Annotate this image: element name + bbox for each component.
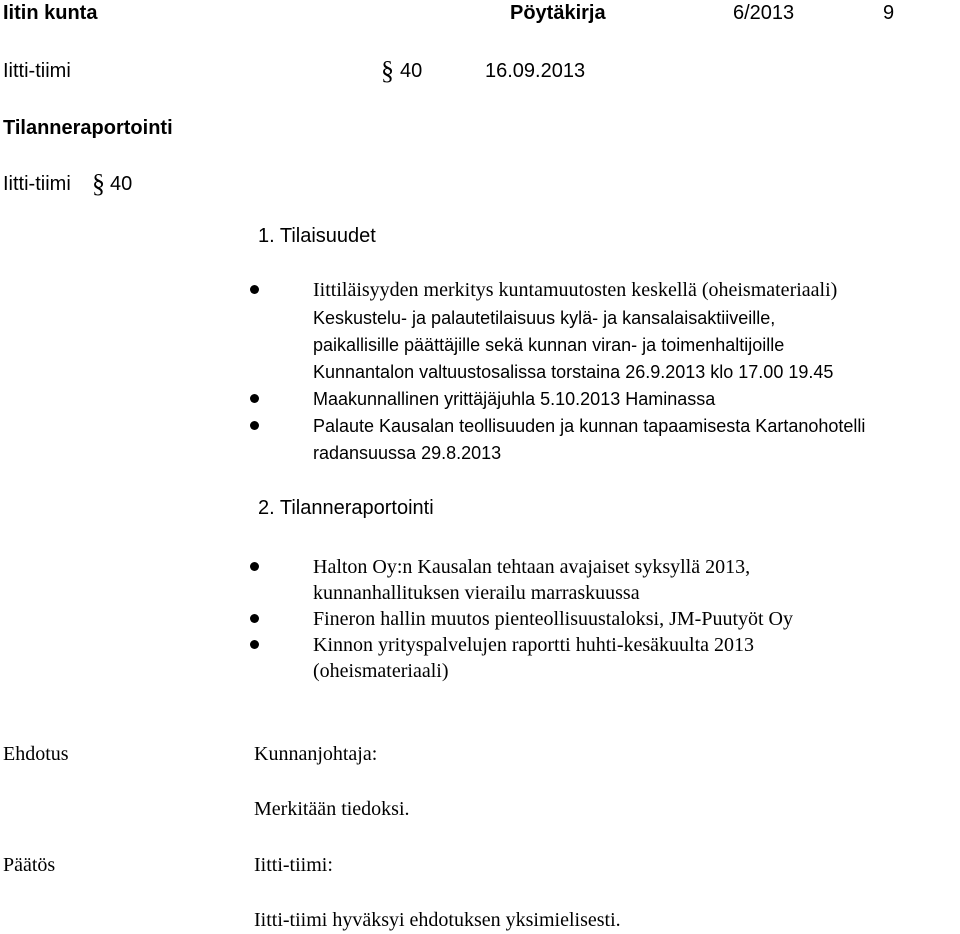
reference-section-symbol: § [92,169,105,198]
section-2-item-line: Halton Oy:n Kausalan tehtaan avajaiset syksyllä 2013, [313,556,751,578]
section-2-item-line: (oheismateriaali) [313,660,449,682]
decision-text: Iitti-tiimi hyväksyi ehdotuksen yksimielisesti. [254,909,621,931]
bullet-icon [250,562,259,571]
bullet-icon [250,285,259,294]
meeting-body: Iitti-tiimi [3,60,71,82]
proposal-author: Kunnanjohtaja: [254,743,378,765]
section-2-item-line: Fineron hallin muutos pienteollisuustaloksi, JM-Puutyöt Oy [313,608,793,630]
proposal-text: Merkitään tiedoksi. [254,798,410,820]
bullet-icon [250,394,259,403]
meeting-date: 16.09.2013 [485,60,586,82]
section-symbol: § [381,56,394,85]
page-number: 9 [883,2,895,24]
section-number: 40 [400,60,423,82]
bullet-icon [250,421,259,430]
reference-section-number: 40 [110,173,133,195]
page-title: Tilanneraportointi [3,117,173,139]
section-1-heading: 1. Tilaisuudet [258,225,376,247]
section-1-item-line: Keskustelu- ja palautetilaisuus kylä- ja kansalaisaktiiveille, [313,308,776,328]
reference-body: Iitti-tiimi [3,173,71,195]
section-1-item-line: radansuussa 29.8.2013 [313,443,502,463]
proposal-label: Ehdotus [3,743,69,765]
section-1-item-line: Iittiläisyyden merkitys kuntamuutosten keskellä (oheismateriaali) [313,279,838,301]
section-2-item-line: kunnanhallituksen vierailu marraskuussa [313,582,640,604]
municipality-name: Iitin kunta [3,2,98,24]
section-2-heading: 2. Tilanneraportointi [258,497,434,519]
section-1-item-line: Maakunnallinen yrittäjäjuhla 5.10.2013 Haminassa [313,389,716,409]
document-number: 6/2013 [733,2,795,24]
section-2-item-line: Kinnon yrityspalvelujen raportti huhti-kesäkuulta 2013 [313,634,755,656]
decision-label: Päätös [3,854,56,876]
section-1-item-line: paikallisille päättäjille sekä kunnan viran- ja toimenhaltijoille [313,335,785,355]
document-type: Pöytäkirja [510,2,606,24]
section-1-item-line: Palaute Kausalan teollisuuden ja kunnan tapaamisesta Kartanohotelli [313,416,866,436]
bullet-icon [250,614,259,623]
bullet-icon [250,640,259,649]
decision-author: Iitti-tiimi: [254,854,333,876]
section-1-item-line: Kunnantalon valtuustosalissa torstaina 26.9.2013 klo 17.00 19.45 [313,362,834,382]
